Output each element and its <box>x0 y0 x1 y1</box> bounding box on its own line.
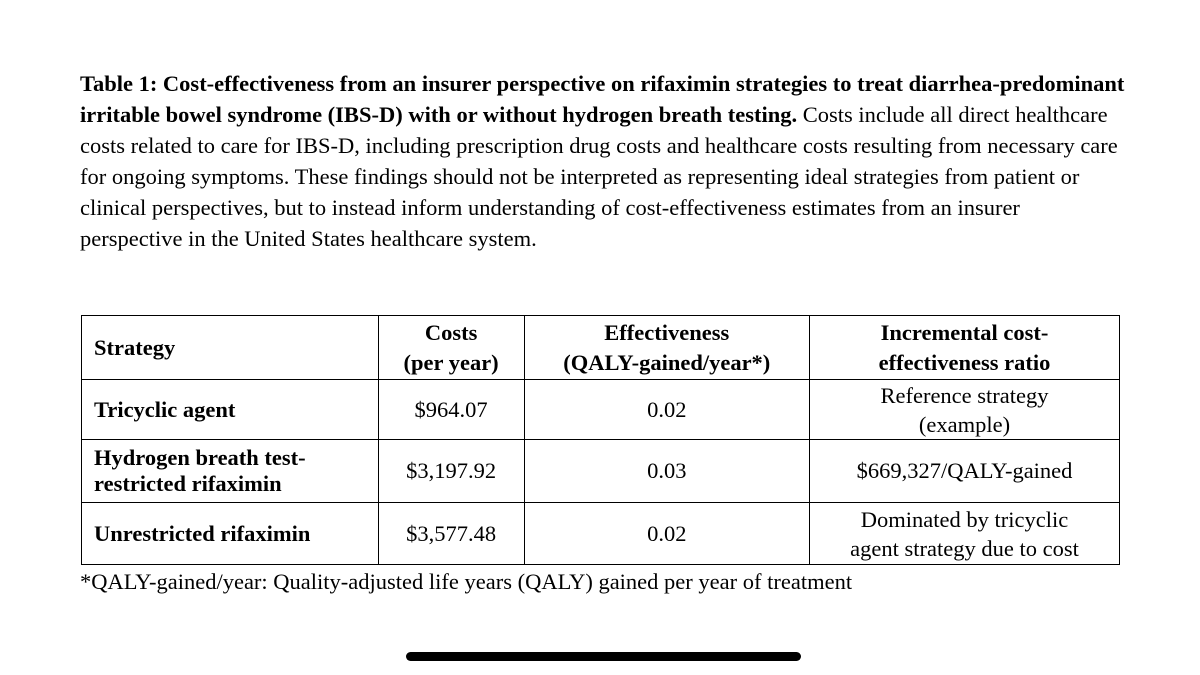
table-row <box>82 503 1120 565</box>
row-effectiveness: 0.03 <box>524 440 810 503</box>
row-icer <box>810 503 1120 565</box>
header-costs-line2: (per year) <box>403 349 499 375</box>
row-strategy <box>82 440 379 503</box>
table-row <box>82 380 1120 440</box>
header-costs <box>378 316 524 380</box>
row-cost: $3,197.92 <box>378 440 524 503</box>
row-strategy-line2: restricted rifaximin <box>94 471 282 496</box>
header-costs-line1: Costs <box>424 319 478 345</box>
header-effectiveness-line2: (QALY-gained/year*) <box>563 349 771 375</box>
row-strategy <box>82 503 379 565</box>
header-icer-line2: effectiveness ratio <box>878 349 1051 375</box>
table-caption <box>80 68 1125 254</box>
table-footnote: *QALY-gained/year: Quality-adjusted life years (QALY) gained per year of treatment <box>80 569 853 594</box>
row-icer-line1: Dominated by tricyclic <box>860 506 1069 532</box>
header-effectiveness-line1: Effectiveness <box>604 319 730 345</box>
row-cost: $964.07 <box>378 380 524 440</box>
header-icer <box>810 316 1120 380</box>
caption-title: Table 1: Cost-effectiveness from an insurer perspective on rifaximin strategies to treat diarrhea-predominant irritable bowel syndrome (IBS-D) with or without hydrogen breath testing. <box>80 71 1125 127</box>
row-strategy-line1: Hydrogen breath test- <box>94 445 306 470</box>
row-icer-line2: (example) <box>918 411 1011 437</box>
header-icer-line1: Incremental cost- <box>880 319 1049 345</box>
row-effectiveness: 0.02 <box>524 503 810 565</box>
row-icer-line2: agent strategy due to cost <box>850 535 1079 561</box>
header-effectiveness <box>524 316 810 380</box>
row-strategy <box>82 380 379 440</box>
table-row <box>82 440 1120 503</box>
table-header-row <box>82 316 1120 380</box>
row-cost: $3,577.48 <box>378 503 524 565</box>
row-icer-line1: Reference strategy <box>880 382 1049 408</box>
row-effectiveness: 0.02 <box>524 380 810 440</box>
row-icer <box>810 380 1120 440</box>
row-strategy-line1: Tricyclic agent <box>94 396 236 422</box>
row-strategy-line1: Unrestricted rifaximin <box>94 520 311 546</box>
cost-effectiveness-table <box>81 315 1120 565</box>
home-indicator-bar[interactable] <box>406 652 801 661</box>
caption-description: Costs include all direct healthcare costs related to care for IBS-D, including prescription drug costs and healthcare costs resulting from necessary care for ongoing symptoms. These findings should not be interpreted as representing ideal strategies from patient or clinical perspectives, but to instead inform understanding of cost-effectiveness estimates from an insurer perspective in the United States healthcare system. <box>80 102 1118 251</box>
row-icer: $669,327/QALY-gained <box>810 440 1120 503</box>
header-strategy: Strategy <box>82 316 379 380</box>
